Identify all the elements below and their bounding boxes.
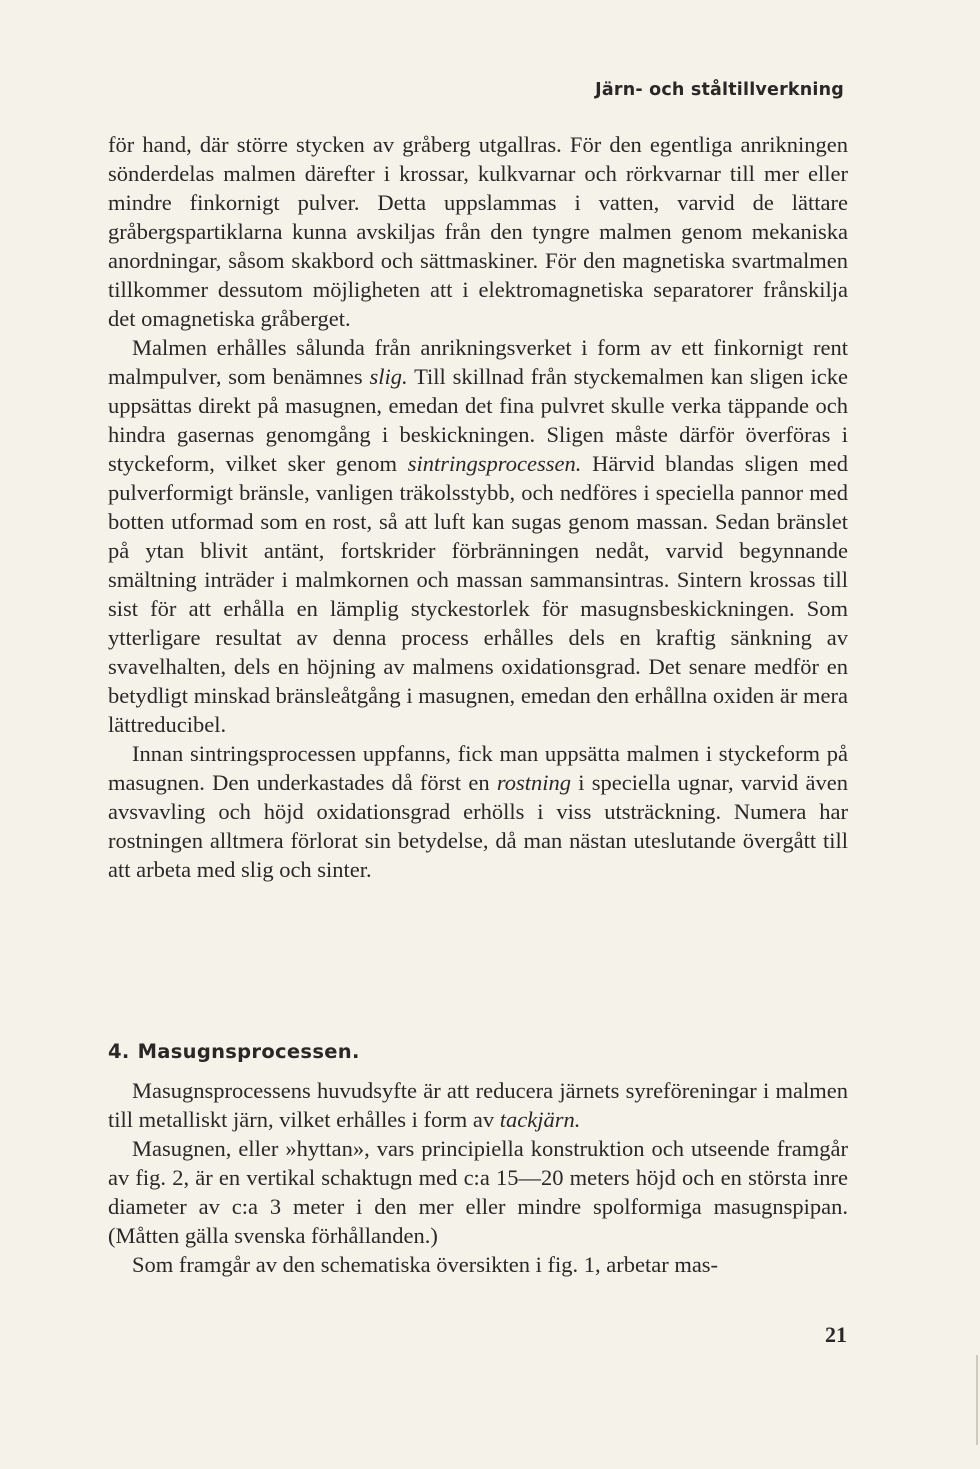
text-run: i speciella ugnar, varvid även avsvavling och höjd oxidationsgrad erhölls i viss utsträckning. Numera har rostningen alltmera förlorat sin betydelse, då man nästan uteslutande övergått till att arbeta med slig och sinter. <box>108 770 848 882</box>
running-header: Järn- och ståltillverkning <box>595 80 844 100</box>
italic-term-sintringsprocessen: sintringsprocessen. <box>407 451 582 476</box>
paragraph <box>108 1134 848 1250</box>
text-block-before-section <box>108 130 848 884</box>
text-run: för hand, där större stycken av gråberg utgallras. För den egentliga anrikningen sönderdelas malmen därefter i krossar, kulkvarnar och rörkvarnar till mer eller mindre finkornigt pulver. Detta uppslammas i vatten, varvid de lättare gråbergspartiklarna kunna avskiljas från den tyngre malmen genom mekaniska anordningar, såsom skakbord och sättmaskiner. För den magnetiska svartmalmen tillkommer dessutom möjligheten att i elektromagnetiska separatorer frånskilja det omagnetiska gråberget. <box>108 132 848 331</box>
text-run: Härvid blandas sligen med pulverformigt bränsle, vanligen träkolsstybb, och nedföres i speciella pannor med botten utformad som en rost, så att luft kan sugas genom massan. Sedan bränslet på ytan blivit antänt, fortskrider förbränningen nedåt, varvid begynnande smältning inträder i malmkornen och massan sammansintras. Sintern krossas till sist för att erhålla en lämplig styckestorlek för masugnsbeskickningen. Som ytterligare resultat av denna process erhålles dels en kraftig sänkning av svavelhalten, dels en höjning av malmens oxidationsgrad. Det senare medför en betydligt minskad bränsleåtgång i masugnen, emedan den erhållna oxiden är mera lättreducibel. <box>108 451 848 737</box>
page-edge-mark <box>976 1355 978 1445</box>
text-run: Masugnen, eller »hyttan», vars principiella konstruktion och utseende framgår av fig. 2, är en vertikal schaktugn med c:a 15—20 meters höjd och en största inre diameter av c:a 3 meter i den mer eller mindre spolformiga masugnspipan. (Måtten gälla svenska förhållanden.) <box>108 1136 848 1248</box>
text-run: Malmen erhålles sålunda från anrikningsverket i form av ett finkornigt rent malmpulver, som benämnes <box>108 335 848 389</box>
paragraph <box>108 1076 848 1134</box>
paragraph <box>108 333 848 739</box>
italic-term-tackjarn: tackjärn. <box>499 1107 581 1132</box>
paragraph <box>108 130 848 333</box>
text-run: Som framgår av den schematiska översikten i fig. 1, arbetar mas- <box>132 1252 719 1277</box>
text-block-after-section <box>108 1076 848 1279</box>
text-run: Innan sintringsprocessen uppfanns, fick man uppsätta malmen i styckeform på masugnen. Den underkastades då först en <box>108 741 848 795</box>
italic-term-rostning: rostning <box>496 770 572 795</box>
italic-term-slig: slig. <box>369 364 408 389</box>
page-number: 21 <box>825 1322 847 1347</box>
text-run: Till skillnad från styckemalmen kan sligen icke uppsättas direkt på masugnen, emedan det fina pulvret skulle verka täppande och hindra gasernas genomgång i beskickningen. Sligen måste därför överföras i styckeform, vilket sker genom <box>108 364 849 476</box>
paragraph <box>108 1250 848 1279</box>
text-run: Masugnsprocessens huvudsyfte är att reducera järnets syreföreningar i malmen till metalliskt järn, vilket erhålles i form av <box>108 1078 848 1132</box>
section-number: 4. <box>108 1040 130 1063</box>
paragraph <box>108 739 848 884</box>
section-title: Masugnsprocessen. <box>137 1040 360 1063</box>
section-heading <box>108 1040 360 1063</box>
